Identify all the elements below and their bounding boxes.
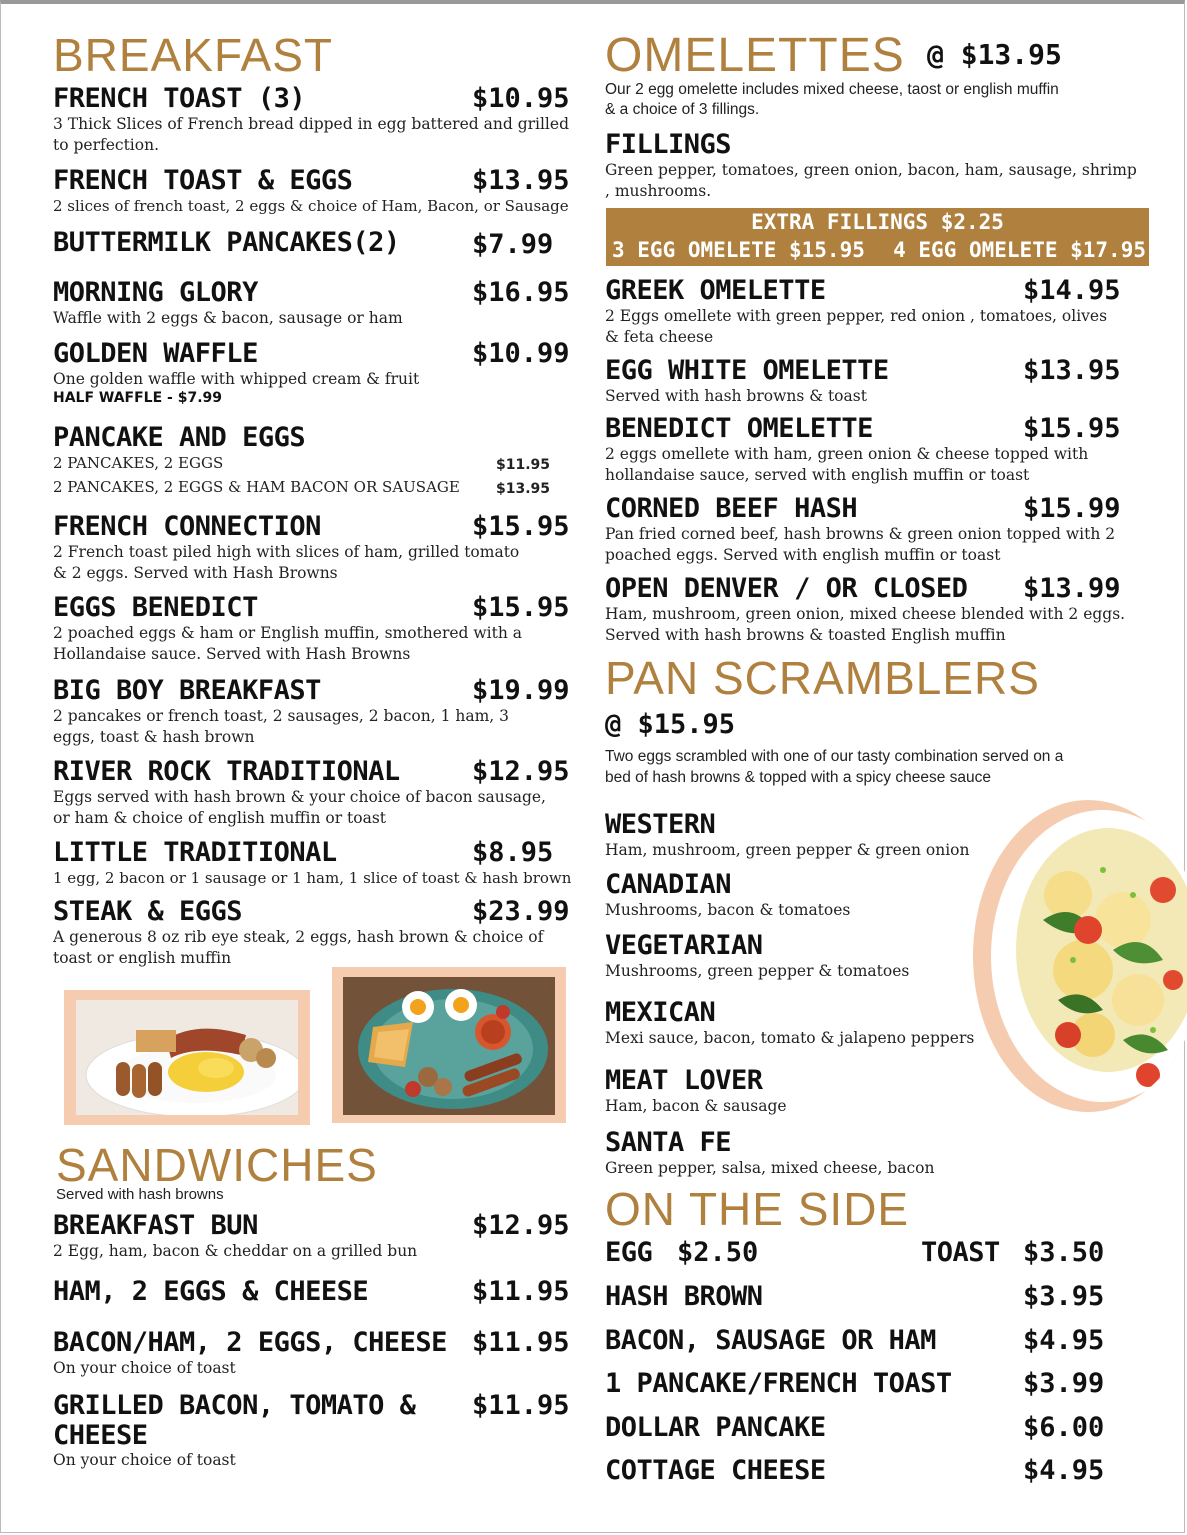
item-desc: 2 French toast piled high with slices of ham, grilled tomato & 2 eggs. Served with Hash Browns xyxy=(53,542,520,582)
menu-item xyxy=(53,166,578,217)
item-price: $15.99 xyxy=(1023,493,1121,524)
item-desc: On your choice of toast xyxy=(53,1451,236,1470)
item-name: GRILLED BACON, TOMATO & CHEESE xyxy=(53,1390,416,1451)
breakfast-title: BREAKFAST xyxy=(53,29,333,81)
item-desc: Ham, mushroom, green onion, mixed cheese blended with 2 eggs. Served with hash browns & toasted English muffin xyxy=(605,604,1126,644)
item-price: $7.99 xyxy=(472,229,554,260)
menu-item xyxy=(605,494,1150,566)
item-price: $4.95 xyxy=(1023,1455,1105,1486)
item-name: WESTERN xyxy=(605,809,716,840)
side-row xyxy=(605,1282,1150,1316)
menu-item xyxy=(53,1277,578,1307)
item-price: $14.95 xyxy=(1023,275,1121,306)
scramblers-price: @ $15.95 xyxy=(605,709,736,740)
item-price: $13.99 xyxy=(1023,573,1121,604)
breakfast-photo-2-frame xyxy=(332,967,566,1123)
item-name: SANTA FE xyxy=(605,1127,732,1158)
four-egg-price: 4 EGG OMELETE $17.95 xyxy=(893,238,1146,262)
full-breakfast-image xyxy=(343,977,555,1115)
option-price: $11.95 xyxy=(496,456,551,473)
item-price: $10.95 xyxy=(472,83,570,114)
item-desc: 2 Egg, ham, bacon & cheddar on a grilled bun xyxy=(53,1241,418,1260)
item-price: $15.95 xyxy=(472,592,570,623)
menu-item xyxy=(53,228,578,258)
fillings-desc: Green pepper, tomatoes, green onion, bacon, ham, sausage, shrimp , mushrooms. xyxy=(605,160,1137,200)
omelettes-note: Our 2 egg omelette includes mixed cheese, taost or english muffin & a choice of 3 fillings. xyxy=(605,81,1059,118)
item-price: $15.95 xyxy=(472,511,570,542)
item-name: EGG xyxy=(605,1237,653,1268)
menu-item xyxy=(53,757,578,829)
item-name: GREEK OMELETTE xyxy=(605,275,826,306)
menu-item xyxy=(53,593,578,665)
item-price: $13.95 xyxy=(1023,355,1121,386)
item-price: $6.00 xyxy=(1023,1412,1105,1443)
menu-item xyxy=(53,1391,578,1471)
item-name: MEAT LOVER xyxy=(605,1065,763,1096)
item-price: $3.50 xyxy=(1023,1237,1105,1268)
menu-item xyxy=(605,276,1150,348)
item-name: STEAK & EGGS xyxy=(53,896,243,927)
item-price: $3.95 xyxy=(1023,1281,1105,1312)
menu-item xyxy=(605,356,1150,407)
item-name: BREAKFAST BUN xyxy=(53,1210,258,1241)
menu-item xyxy=(53,278,578,329)
item-price: $8.95 xyxy=(472,837,554,868)
item-desc: 2 slices of french toast, 2 eggs & choice of Ham, Bacon, or Sausage xyxy=(53,196,569,215)
option-label: 2 PANCAKES, 2 EGGS xyxy=(53,453,224,472)
item-price: $16.95 xyxy=(472,277,570,308)
item-desc: Green pepper, salsa, mixed cheese, bacon xyxy=(605,1158,935,1177)
item-desc: Mushrooms, green pepper & tomatoes xyxy=(605,961,910,980)
scrambler-item xyxy=(605,998,974,1049)
breakfast-plate-image xyxy=(76,1000,298,1115)
menu-item xyxy=(605,414,1150,486)
omelettes-price: @ $13.95 xyxy=(927,38,1062,71)
item-name: GOLDEN WAFFLE xyxy=(53,338,258,369)
half-waffle-note: HALF WAFFLE - $7.99 xyxy=(53,389,223,406)
scrambler-item xyxy=(605,1066,787,1117)
scramblers-note: Two eggs scrambled with one of our tasty combination served on a bed of hash browns & topped with a spicy cheese sauce xyxy=(605,748,1064,786)
item-desc: Ham, mushroom, green pepper & green onion xyxy=(605,840,970,859)
item-desc: On your choice of toast xyxy=(53,1358,236,1377)
item-price: $12.95 xyxy=(472,1210,570,1241)
item-name: VEGETARIAN xyxy=(605,930,763,961)
item-desc: 2 poached eggs & ham or English muffin, smothered with a Hollandaise sauce. Served with Hash Browns xyxy=(53,623,522,663)
item-name: MORNING GLORY xyxy=(53,277,258,308)
menu-item xyxy=(53,1211,578,1262)
menu-item xyxy=(53,838,578,889)
item-name: DOLLAR PANCAKE xyxy=(605,1412,826,1443)
egg-omelete-sizes xyxy=(606,236,1149,264)
scrambler-item xyxy=(605,870,850,921)
menu-item xyxy=(53,84,578,156)
option-label: 2 PANCAKES, 2 EGGS & HAM BACON OR SAUSAGE xyxy=(53,477,460,496)
side-row xyxy=(605,1326,1150,1360)
menu-item xyxy=(53,1328,578,1379)
item-desc: Served with hash browns & toast xyxy=(605,386,867,405)
scramblers-title: PAN SCRAMBLERS xyxy=(605,652,1040,704)
scramble-plate-image xyxy=(973,800,1187,1112)
item-name: TOAST xyxy=(921,1237,1000,1268)
fillings-title: FILLINGS xyxy=(605,129,732,160)
item-name: BACON, SAUSAGE OR HAM xyxy=(605,1325,936,1356)
side-row xyxy=(605,1456,1150,1490)
item-desc: 2 pancakes or french toast, 2 sausages, 2 bacon, 1 ham, 3 eggs, toast & hash brown xyxy=(53,706,509,746)
breakfast-photo-1-frame xyxy=(64,990,310,1125)
item-name: MEXICAN xyxy=(605,997,716,1028)
side-title: ON THE SIDE xyxy=(605,1183,910,1235)
item-price: $15.95 xyxy=(1023,413,1121,444)
item-name: OPEN DENVER / OR CLOSED xyxy=(605,573,968,604)
item-name: FRENCH CONNECTION xyxy=(53,511,321,542)
item-price: $19.99 xyxy=(472,675,570,706)
item-name: EGGS BENEDICT xyxy=(53,592,258,623)
item-price: $11.95 xyxy=(472,1390,570,1421)
item-name: BUTTERMILK PANCAKES(2) xyxy=(53,227,400,258)
item-desc: Eggs served with hash brown & your choice of bacon sausage, or ham & choice of english muffin or toast xyxy=(53,787,546,827)
side-row xyxy=(605,1369,1150,1403)
menu-item xyxy=(53,676,578,748)
side-row xyxy=(605,1413,1150,1447)
item-name: BENEDICT OMELETTE xyxy=(605,413,873,444)
item-price: $23.99 xyxy=(472,896,570,927)
item-price: $4.95 xyxy=(1023,1325,1105,1356)
item-price: $12.95 xyxy=(472,756,570,787)
item-name: BACON/HAM, 2 EGGS, CHEESE xyxy=(53,1327,447,1358)
item-desc: 2 Eggs omellete with green pepper, red onion , tomatoes, olives & feta cheese xyxy=(605,306,1108,346)
side-row-egg-toast xyxy=(605,1238,1150,1272)
item-price: $2.50 xyxy=(677,1237,759,1268)
menu-item xyxy=(605,574,1150,646)
item-desc: Ham, bacon & sausage xyxy=(605,1096,787,1115)
item-desc: Waffle with 2 eggs & bacon, sausage or ham xyxy=(53,308,403,327)
item-price: $13.95 xyxy=(472,165,570,196)
item-name: COTTAGE CHEESE xyxy=(605,1455,826,1486)
menu-item xyxy=(53,423,578,498)
item-price: $3.99 xyxy=(1023,1368,1105,1399)
menu-item xyxy=(53,512,578,584)
three-egg-price: 3 EGG OMELETE $15.95 xyxy=(612,238,865,262)
item-name: BIG BOY BREAKFAST xyxy=(53,675,321,706)
item-name: PANCAKE AND EGGS xyxy=(53,422,306,453)
item-name: HAM, 2 EGGS & CHEESE xyxy=(53,1276,369,1307)
fillings-block xyxy=(605,130,1150,202)
item-desc: Pan fried corned beef, hash browns & green onion topped with 2 poached eggs. Served with english muffin or toast xyxy=(605,524,1116,564)
menu-item xyxy=(53,339,578,406)
option-row xyxy=(53,477,578,498)
item-price: $11.95 xyxy=(472,1327,570,1358)
item-name: 1 PANCAKE/FRENCH TOAST xyxy=(605,1368,952,1399)
item-name: CORNED BEEF HASH xyxy=(605,493,858,524)
item-desc: 2 eggs omellete with ham, green onion & cheese topped with hollandaise sauce, served with english muffin or toast xyxy=(605,444,1089,484)
item-price: $11.95 xyxy=(472,1276,570,1307)
item-desc: 3 Thick Slices of French bread dipped in egg battered and grilled to perfection. xyxy=(53,114,569,154)
item-name: FRENCH TOAST (3) xyxy=(53,83,306,114)
sandwiches-title: SANDWICHES xyxy=(56,1139,378,1191)
item-desc: Mushrooms, bacon & tomatoes xyxy=(605,900,851,919)
item-name: CANADIAN xyxy=(605,869,732,900)
item-name: LITTLE TRADITIONAL xyxy=(53,837,337,868)
item-name: FRENCH TOAST & EGGS xyxy=(53,165,353,196)
option-price: $13.95 xyxy=(496,480,551,497)
item-name: RIVER ROCK TRADITIONAL xyxy=(53,756,400,787)
omelettes-title: OMELETTES xyxy=(605,29,905,82)
option-row xyxy=(53,453,578,474)
scrambler-item xyxy=(605,810,970,861)
item-desc: Mexi sauce, bacon, tomato & jalapeno peppers xyxy=(605,1028,975,1047)
scrambler-item xyxy=(605,1128,935,1179)
scrambler-item xyxy=(605,931,909,982)
item-name: HASH BROWN xyxy=(605,1281,763,1312)
item-desc: 1 egg, 2 bacon or 1 sausage or 1 ham, 1 slice of toast & hash brown xyxy=(53,868,572,887)
extra-fillings-band xyxy=(606,208,1149,266)
extra-fillings-line: EXTRA FILLINGS $2.25 xyxy=(751,210,1004,234)
item-desc: One golden waffle with whipped cream & fruit xyxy=(53,369,420,388)
menu-item xyxy=(53,897,578,969)
item-price: $10.99 xyxy=(472,338,570,369)
item-desc: A generous 8 oz rib eye steak, 2 eggs, hash brown & choice of toast or english muffin xyxy=(53,927,544,967)
sandwiches-note: Served with hash browns xyxy=(56,1186,224,1203)
item-name: EGG WHITE OMELETTE xyxy=(605,355,889,386)
